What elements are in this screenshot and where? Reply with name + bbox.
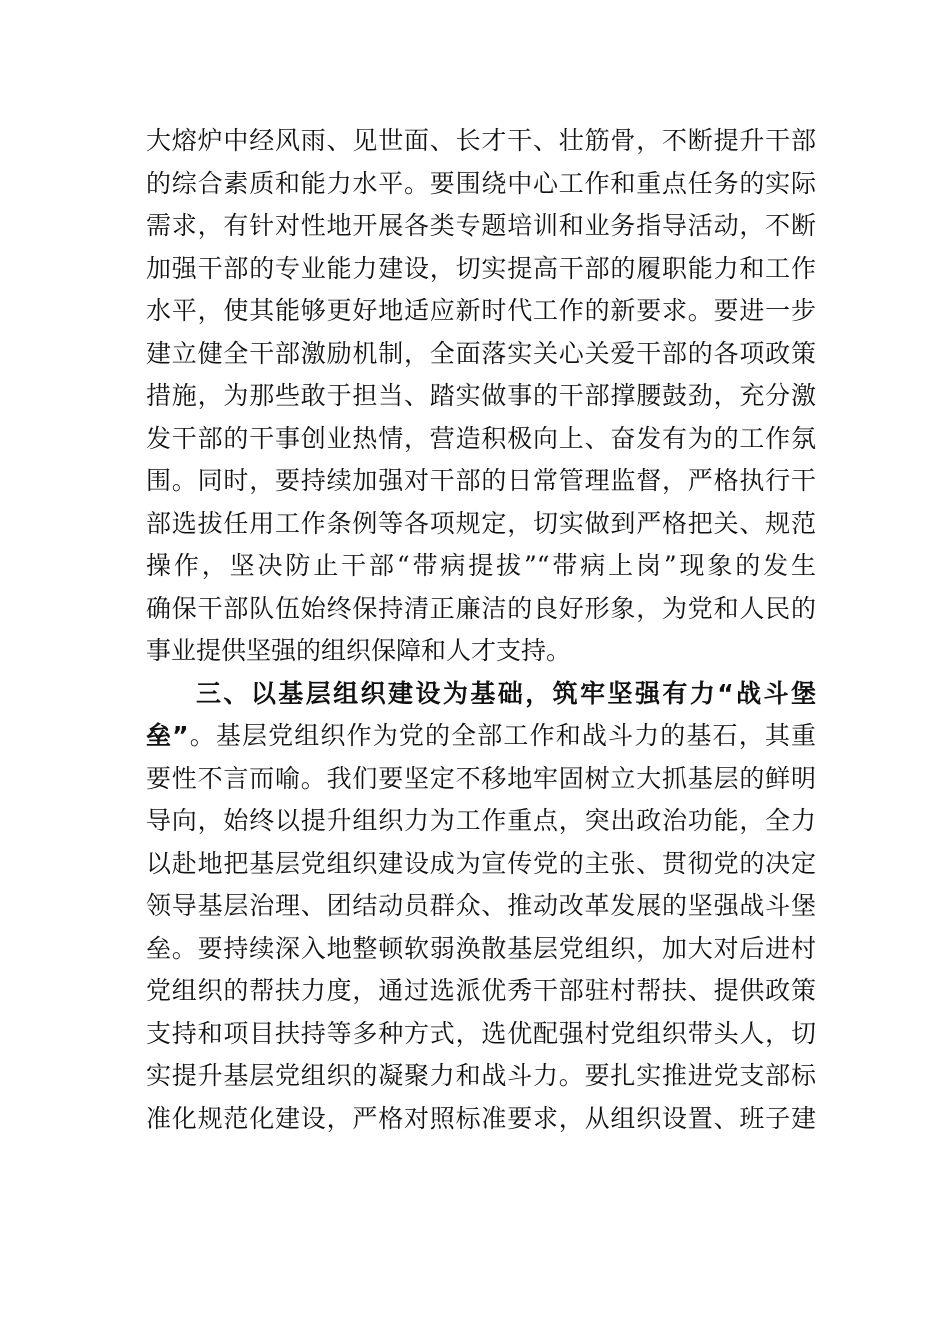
text-line xyxy=(146,715,816,758)
document-body xyxy=(146,120,816,1140)
text-line: 事业提供坚强的组织保障和人才支持。 xyxy=(146,636,572,665)
text-line: 的综合素质和能力水平。要围绕中心工作和重点任务的实际 xyxy=(146,168,816,198)
text-line: 导向，始终以提升组织力为工作重点，突出政治功能，全力 xyxy=(146,806,816,835)
text-line: 部选拔任用工作条例等各项规定，切实做到严格把关、规范 xyxy=(146,508,816,538)
text-line: 党组织的帮扶力度，通过选派优秀干部驻村帮扶、提供政策 xyxy=(146,976,816,1005)
text-line: 支持和项目扶持等多种方式，选优配强村党组织带头人，切 xyxy=(146,1018,816,1048)
text-line: 以赴地把基层党组织建设成为宣传党的主张、贯彻党的决定 xyxy=(146,848,816,878)
section-heading-text: 三、以基层组织建设为基础，筑牢坚强有力“战斗堡 xyxy=(196,678,816,708)
text-line: 领导基层治理、团结动员群众、推动改革发展的坚强战斗堡 xyxy=(146,891,816,920)
text-line: 措施，为那些敢于担当、踏实做事的干部撑腰鼓劲，充分激 xyxy=(146,381,816,410)
section-heading xyxy=(146,673,816,716)
text-line: 要性不言而喻。我们要坚定不移地牢固树立大抓基层的鲜明 xyxy=(146,763,816,793)
text-line: 发干部的干事创业热情，营造积极向上、奋发有为的工作氛 xyxy=(146,423,816,453)
text-line: 操作，坚决防止干部“带病提拔”“带病上岗”现象的发生 xyxy=(146,551,816,580)
text-line-rest: 。基层党组织作为党的全部工作和战斗力的基石，其重 xyxy=(188,721,816,750)
text-line: 准化规范化建设，严格对照标准要求，从组织设置、班子建 xyxy=(146,1103,816,1133)
text-line: 实提升基层党组织的凝聚力和战斗力。要扎实推进党支部标 xyxy=(146,1061,816,1090)
text-line: 大熔炉中经风雨、见世面、长才干、壮筋骨，不断提升干部 xyxy=(146,126,816,155)
text-line: 垒。要持续深入地整顿软弱涣散基层党组织，加大对后进村 xyxy=(146,933,816,963)
text-line: 需求，有针对性地开展各类专题培训和业务指导活动，不断 xyxy=(146,211,816,240)
text-line: 水平，使其能够更好地适应新时代工作的新要求。要进一步 xyxy=(146,296,816,325)
text-line: 确保干部队伍始终保持清正廉洁的良好形象，为党和人民的 xyxy=(146,593,816,623)
section-heading-text-end: 垒” xyxy=(146,721,189,750)
text-line: 围。同时，要持续加强对干部的日常管理监督，严格执行干 xyxy=(146,466,816,495)
text-line: 加强干部的专业能力建设，切实提高干部的履职能力和工作 xyxy=(146,253,816,283)
text-line: 建立健全干部激励机制，全面落实关心关爱干部的各项政策 xyxy=(146,338,816,368)
